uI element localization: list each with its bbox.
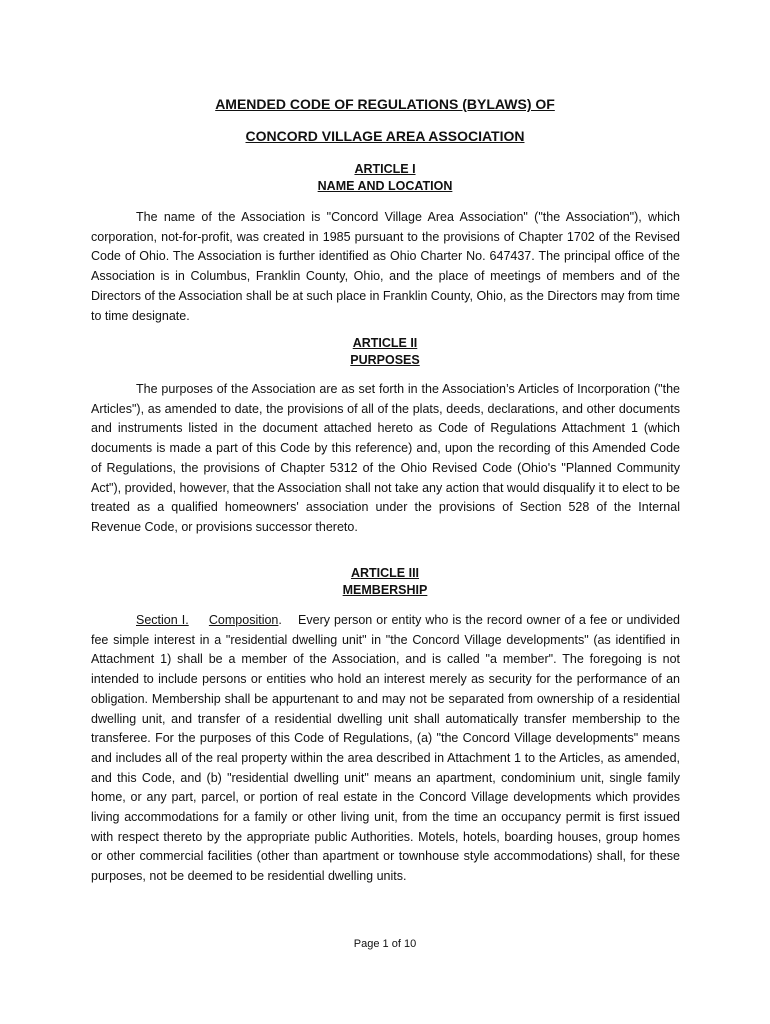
section-1-text: Every person or entity who is the record owner of a fee or undivided fee simple interest in a "residential dwelling unit" in "the Concord Village developments" (as identified in Attachment 1) shall be a member of the Association, and is called "a member". The foregoing is not intended to include persons or entities who hold an interest merely as security for the performance of an obligation. Membership shall be appurtenant to and may not be separated from ownership of a residential dwelling unit, and transfer of a residential dwelling unit shall automatically transfer membership to the transferee. For the purposes of this Code of Regulations, (a) "the Concord Village developments" means and includes all of the real property within the area described in Attachment 1 to the Articles, as amended, and this Code, and (b) "residential dwelling unit" means an apartment, condominium unit, single family home, or any part, parcel, or portion of real estate in the Concord Village developments which provides living accommodations for a family or other living unit, from the time an occupancy permit is first issued with respect thereto by the appropriate public Authorities. Motels, hotels, boarding houses, group homes or other commercial facilities (other than apartment or townhouse style accommodations) shall, for these purposes, not be deemed to be residential dwelling units.: [91, 613, 680, 884]
article-3-section-1-paragraph: Section I. Composition. Every person or entity who is the record owner of a fee or undivided fee simple interest in a "residential dwelling unit" in "the Concord Village developments" (as identified in Attachment 1) shall be a member of the Association, and is called "a member". The foregoing is not intended to include persons or entities who hold an interest merely as security for the performance of an obligation. Membership shall be appurtenant to and may not be separated from ownership of a residential dwelling unit, and transfer of a residential dwelling unit shall automatically transfer membership to the transferee. For the purposes of this Code of Regulations, (a) "the Concord Village developments" means and includes all of the real property within the area described in Attachment 1 to the Articles, as amended, and this Code, and (b) "residential dwelling unit" means an apartment, condominium unit, single family home, or any part, parcel, or portion of real estate in the Concord Village developments which provides living accommodations for a family or other living unit, from the time an occupancy permit is first issued with respect thereto by the appropriate public Authorities. Motels, hotels, boarding houses, group homes or other commercial facilities (other than apartment or townhouse style accommodations) shall, for these purposes, not be deemed to be residential dwelling units.: [91, 613, 680, 884]
article-2-name: PURPOSES: [350, 353, 420, 367]
section-1-name: Composition: [208, 613, 279, 627]
article-1-paragraph: The name of the Association is "Concord Village Area Association" ("the Association"), which corporation, not-for-profit, was created in 1985 pursuant to the provisions of Chapter 1702 of the Revised Code of Ohio. The Association is further identified as Ohio Charter No. 647437. The principal office of the Association is in Columbus, Franklin County, Ohio, and the place of meetings of members and of the Directors of the Association shall be at such place in Franklin County, Ohio, as the Directors may from time to time designate.: [91, 210, 680, 323]
article-1-heading: [0, 161, 770, 195]
document-title-line-1: AMENDED CODE OF REGULATIONS (BYLAWS) OF: [215, 96, 555, 112]
article-3-heading: [0, 565, 770, 599]
article-2-heading: [0, 335, 770, 369]
article-1-name: NAME AND LOCATION: [317, 179, 453, 193]
document-title-line-2: CONCORD VILLAGE AREA ASSOCIATION: [245, 128, 525, 144]
page-footer: Page 1 of 10: [353, 938, 417, 950]
article-3-number: ARTICLE III: [350, 566, 420, 580]
article-1-number: ARTICLE I: [354, 162, 416, 176]
article-3-name: MEMBERSHIP: [342, 583, 428, 597]
article-2-number: ARTICLE II: [352, 336, 418, 350]
section-1-label: Section I.: [136, 613, 189, 627]
article-2-paragraph: The purposes of the Association are as set forth in the Association’s Articles of Incorporation ("the Articles"), as amended to date, the provisions of all of the plats, deeds, declarations, and other documents and instruments listed in the document attached hereto as Code of Regulations Attachment 1 (which documents is made a part of this Code by this reference) and, upon the recording of this Amended Code of Regulations, the provisions of Chapter 5312 of the Ohio Revised Code (Ohio's "Planned Community Act"), provided, however, that the Association shall not take any action that would disqualify it to elect to be treated as a qualified homeowners' association under the provisions of Section 528 of the Internal Revenue Code, or provisions successor thereto.: [91, 382, 680, 534]
